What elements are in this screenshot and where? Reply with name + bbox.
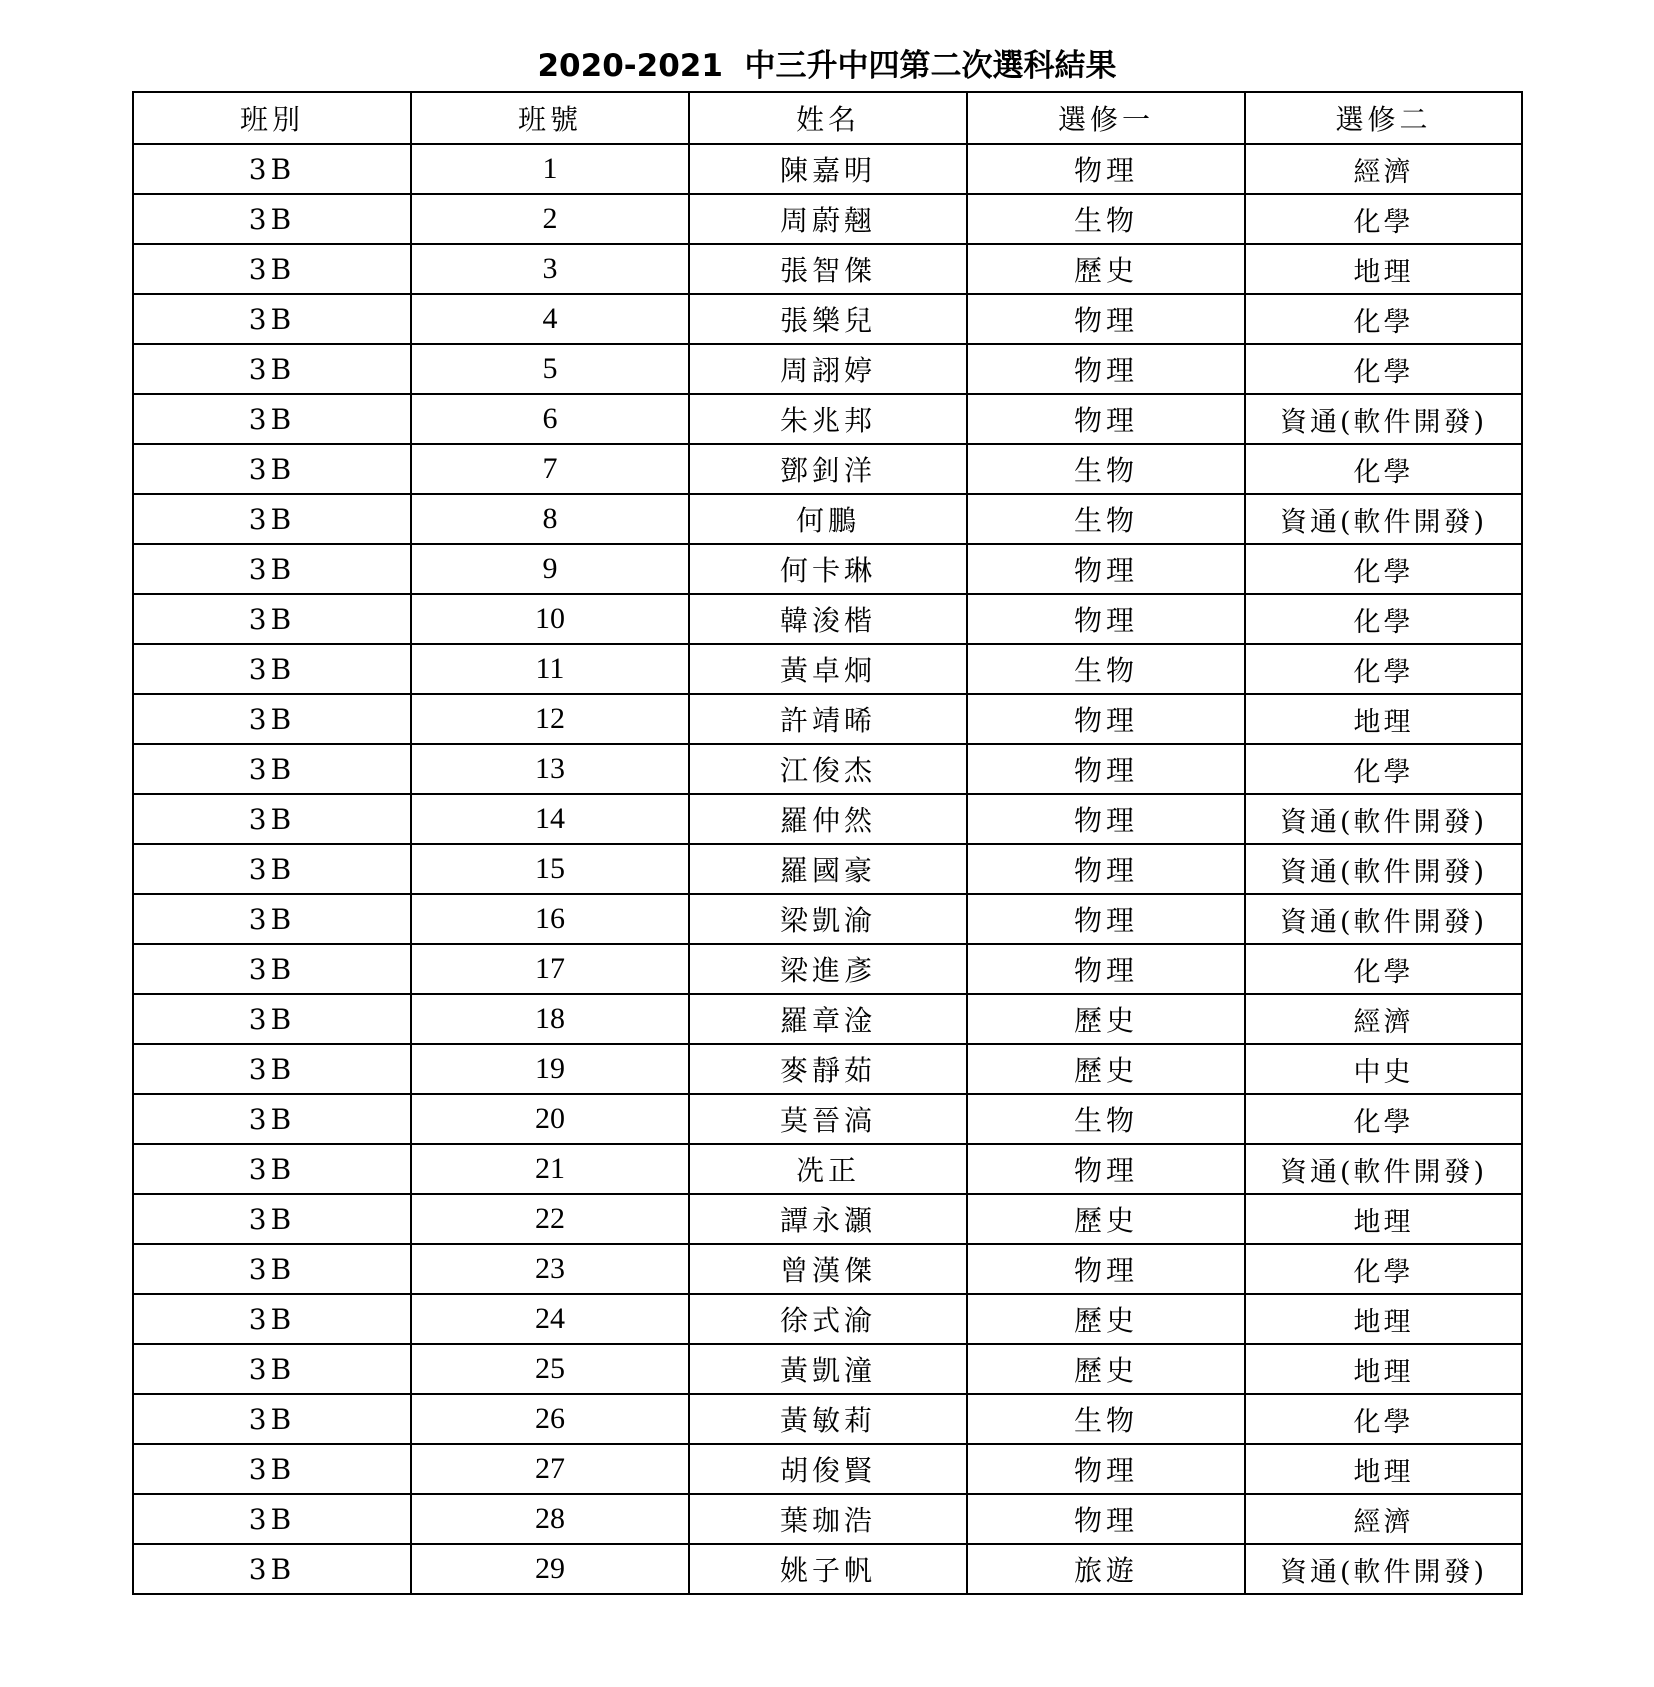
table-row — [133, 1344, 1522, 1394]
class-cell: 3B — [133, 494, 411, 544]
elective2-cell: 化學 — [1245, 594, 1522, 644]
number-cell: 5 — [411, 344, 689, 394]
elective2-cell: 資通(軟件開發) — [1245, 1144, 1522, 1194]
elective1-cell: 物理 — [967, 394, 1245, 444]
elective1-cell: 物理 — [967, 294, 1245, 344]
name-cell: 黃卓炯 — [689, 644, 967, 694]
results-table — [132, 91, 1523, 1595]
elective1-cell: 歷史 — [967, 1344, 1245, 1394]
table-row — [133, 1244, 1522, 1294]
class-cell: 3B — [133, 594, 411, 644]
class-cell: 3B — [133, 944, 411, 994]
class-cell: 3B — [133, 1444, 411, 1494]
number-cell: 17 — [411, 944, 689, 994]
number-cell: 22 — [411, 1194, 689, 1244]
elective1-cell: 物理 — [967, 144, 1245, 194]
table-row — [133, 444, 1522, 494]
elective2-cell: 化學 — [1245, 544, 1522, 594]
class-cell: 3B — [133, 294, 411, 344]
class-cell: 3B — [133, 244, 411, 294]
table-row — [133, 1144, 1522, 1194]
elective1-cell: 物理 — [967, 944, 1245, 994]
table-row — [133, 794, 1522, 844]
number-cell: 1 — [411, 144, 689, 194]
elective2-cell: 經濟 — [1245, 994, 1522, 1044]
table-row — [133, 944, 1522, 994]
number-cell: 14 — [411, 794, 689, 844]
elective1-cell: 歷史 — [967, 1194, 1245, 1244]
name-cell: 莫晉滈 — [689, 1094, 967, 1144]
table-row — [133, 644, 1522, 694]
elective1-cell: 生物 — [967, 194, 1245, 244]
class-cell: 3B — [133, 1094, 411, 1144]
table-row — [133, 1044, 1522, 1094]
elective2-cell: 地理 — [1245, 694, 1522, 744]
number-cell: 25 — [411, 1344, 689, 1394]
table-row — [133, 844, 1522, 894]
class-cell: 3B — [133, 1544, 411, 1594]
elective2-cell: 化學 — [1245, 744, 1522, 794]
name-cell: 陳嘉明 — [689, 144, 967, 194]
number-cell: 28 — [411, 1494, 689, 1544]
class-cell: 3B — [133, 444, 411, 494]
elective2-cell: 化學 — [1245, 1094, 1522, 1144]
table-row — [133, 894, 1522, 944]
name-cell: 姚子帆 — [689, 1544, 967, 1594]
table-body — [133, 144, 1522, 1594]
class-cell: 3B — [133, 1294, 411, 1344]
table-row — [133, 1394, 1522, 1444]
elective2-cell: 化學 — [1245, 344, 1522, 394]
number-cell: 26 — [411, 1394, 689, 1444]
class-cell: 3B — [133, 744, 411, 794]
name-cell: 麥靜茹 — [689, 1044, 967, 1094]
number-cell: 12 — [411, 694, 689, 744]
elective2-cell: 化學 — [1245, 294, 1522, 344]
table-row — [133, 194, 1522, 244]
number-cell: 2 — [411, 194, 689, 244]
elective2-cell: 化學 — [1245, 1244, 1522, 1294]
elective2-cell: 化學 — [1245, 944, 1522, 994]
name-cell: 黃凱潼 — [689, 1344, 967, 1394]
elective2-cell: 經濟 — [1245, 144, 1522, 194]
name-cell: 羅章淦 — [689, 994, 967, 1044]
name-cell: 葉珈浩 — [689, 1494, 967, 1544]
page-title: 2020-2021 中三升中四第二次選科結果 — [537, 48, 1117, 84]
name-cell: 徐式渝 — [689, 1294, 967, 1344]
table-row — [133, 1194, 1522, 1244]
class-cell: 3B — [133, 194, 411, 244]
class-cell: 3B — [133, 144, 411, 194]
elective1-cell: 生物 — [967, 444, 1245, 494]
class-cell: 3B — [133, 894, 411, 944]
number-cell: 16 — [411, 894, 689, 944]
name-cell: 何卡琳 — [689, 544, 967, 594]
name-cell: 羅仲然 — [689, 794, 967, 844]
class-cell: 3B — [133, 394, 411, 444]
elective1-cell: 物理 — [967, 1444, 1245, 1494]
name-cell: 曾漢傑 — [689, 1244, 967, 1294]
table-row — [133, 344, 1522, 394]
class-cell: 3B — [133, 1394, 411, 1444]
number-cell: 20 — [411, 1094, 689, 1144]
elective2-cell: 經濟 — [1245, 1494, 1522, 1544]
class-cell: 3B — [133, 1244, 411, 1294]
column-header-number: 班號 — [411, 92, 689, 144]
name-cell: 冼正 — [689, 1144, 967, 1194]
elective1-cell: 物理 — [967, 1494, 1245, 1544]
table-row — [133, 1444, 1522, 1494]
elective1-cell: 物理 — [967, 844, 1245, 894]
class-cell: 3B — [133, 644, 411, 694]
number-cell: 13 — [411, 744, 689, 794]
elective2-cell: 資通(軟件開發) — [1245, 794, 1522, 844]
class-cell: 3B — [133, 1144, 411, 1194]
table-row — [133, 244, 1522, 294]
elective1-cell: 物理 — [967, 344, 1245, 394]
elective2-cell: 化學 — [1245, 1394, 1522, 1444]
class-cell: 3B — [133, 844, 411, 894]
class-cell: 3B — [133, 544, 411, 594]
elective2-cell: 地理 — [1245, 1344, 1522, 1394]
name-cell: 何鵬 — [689, 494, 967, 544]
name-cell: 羅國豪 — [689, 844, 967, 894]
elective1-cell: 物理 — [967, 794, 1245, 844]
name-cell: 鄧釗洋 — [689, 444, 967, 494]
elective1-cell: 歷史 — [967, 994, 1245, 1044]
elective2-cell: 化學 — [1245, 194, 1522, 244]
name-cell: 胡俊賢 — [689, 1444, 967, 1494]
number-cell: 9 — [411, 544, 689, 594]
name-cell: 譚永灝 — [689, 1194, 967, 1244]
class-cell: 3B — [133, 1494, 411, 1544]
number-cell: 4 — [411, 294, 689, 344]
class-cell: 3B — [133, 794, 411, 844]
table-row — [133, 494, 1522, 544]
name-cell: 周蔚翹 — [689, 194, 967, 244]
column-header-name: 姓名 — [689, 92, 967, 144]
number-cell: 6 — [411, 394, 689, 444]
name-cell: 朱兆邦 — [689, 394, 967, 444]
class-cell: 3B — [133, 694, 411, 744]
elective1-cell: 物理 — [967, 594, 1245, 644]
table-row — [133, 144, 1522, 194]
table-row — [133, 694, 1522, 744]
elective1-cell: 物理 — [967, 1244, 1245, 1294]
number-cell: 8 — [411, 494, 689, 544]
name-cell: 梁凱渝 — [689, 894, 967, 944]
table-row — [133, 994, 1522, 1044]
table-row — [133, 1294, 1522, 1344]
table-row — [133, 1494, 1522, 1544]
name-cell: 江俊杰 — [689, 744, 967, 794]
table-row — [133, 294, 1522, 344]
number-cell: 29 — [411, 1544, 689, 1594]
elective1-cell: 物理 — [967, 544, 1245, 594]
class-cell: 3B — [133, 344, 411, 394]
number-cell: 18 — [411, 994, 689, 1044]
elective1-cell: 物理 — [967, 894, 1245, 944]
table-row — [133, 544, 1522, 594]
number-cell: 15 — [411, 844, 689, 894]
elective2-cell: 地理 — [1245, 244, 1522, 294]
elective1-cell: 物理 — [967, 1144, 1245, 1194]
name-cell: 許靖晞 — [689, 694, 967, 744]
class-cell: 3B — [133, 1044, 411, 1094]
elective2-cell: 資通(軟件開發) — [1245, 494, 1522, 544]
table-row — [133, 744, 1522, 794]
elective2-cell: 地理 — [1245, 1194, 1522, 1244]
column-header-elective1: 選修一 — [967, 92, 1245, 144]
table-row — [133, 594, 1522, 644]
name-cell: 梁進彥 — [689, 944, 967, 994]
number-cell: 24 — [411, 1294, 689, 1344]
elective2-cell: 地理 — [1245, 1294, 1522, 1344]
name-cell: 韓浚楷 — [689, 594, 967, 644]
elective1-cell: 生物 — [967, 1394, 1245, 1444]
number-cell: 10 — [411, 594, 689, 644]
elective1-cell: 歷史 — [967, 244, 1245, 294]
table-row — [133, 1094, 1522, 1144]
number-cell: 7 — [411, 444, 689, 494]
number-cell: 23 — [411, 1244, 689, 1294]
name-cell: 張智傑 — [689, 244, 967, 294]
elective2-cell: 資通(軟件開發) — [1245, 894, 1522, 944]
elective2-cell: 資通(軟件開發) — [1245, 394, 1522, 444]
elective2-cell: 地理 — [1245, 1444, 1522, 1494]
elective1-cell: 歷史 — [967, 1044, 1245, 1094]
elective1-cell: 歷史 — [967, 1294, 1245, 1344]
elective2-cell: 資通(軟件開發) — [1245, 1544, 1522, 1594]
column-header-elective2: 選修二 — [1245, 92, 1522, 144]
number-cell: 11 — [411, 644, 689, 694]
elective1-cell: 旅遊 — [967, 1544, 1245, 1594]
header-row — [133, 92, 1522, 144]
elective1-cell: 物理 — [967, 744, 1245, 794]
number-cell: 3 — [411, 244, 689, 294]
name-cell: 張樂兒 — [689, 294, 967, 344]
column-header-class: 班別 — [133, 92, 411, 144]
name-cell: 黃敏莉 — [689, 1394, 967, 1444]
table-row — [133, 1544, 1522, 1594]
elective1-cell: 生物 — [967, 644, 1245, 694]
number-cell: 19 — [411, 1044, 689, 1094]
elective1-cell: 生物 — [967, 494, 1245, 544]
elective2-cell: 中史 — [1245, 1044, 1522, 1094]
class-cell: 3B — [133, 1344, 411, 1394]
elective1-cell: 物理 — [967, 694, 1245, 744]
elective1-cell: 生物 — [967, 1094, 1245, 1144]
number-cell: 27 — [411, 1444, 689, 1494]
table-row — [133, 394, 1522, 444]
elective2-cell: 化學 — [1245, 444, 1522, 494]
elective2-cell: 化學 — [1245, 644, 1522, 694]
elective2-cell: 資通(軟件開發) — [1245, 844, 1522, 894]
class-cell: 3B — [133, 994, 411, 1044]
class-cell: 3B — [133, 1194, 411, 1244]
number-cell: 21 — [411, 1144, 689, 1194]
name-cell: 周詡婷 — [689, 344, 967, 394]
